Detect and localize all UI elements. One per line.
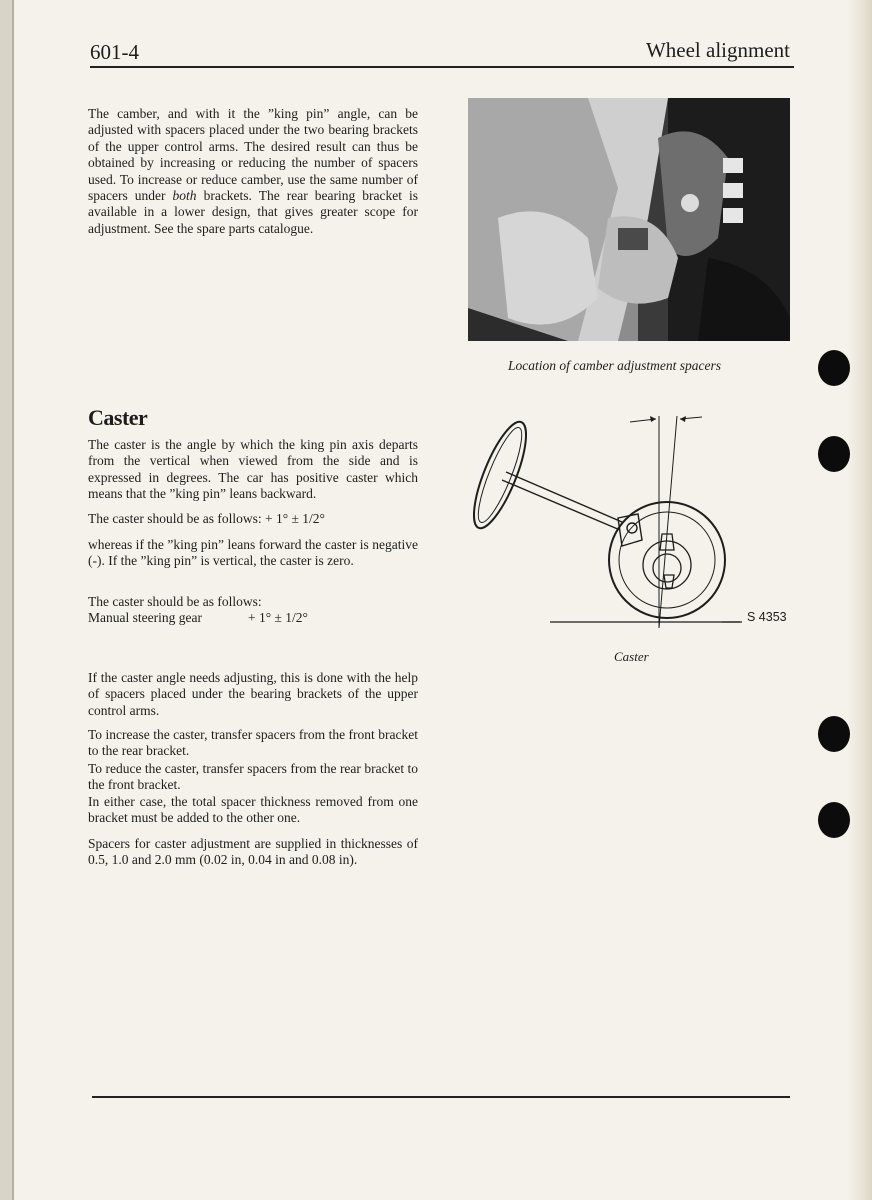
caster-heading: Caster <box>88 405 148 430</box>
caster-adjust-text: If the caster angle needs adjusting, this is done with the help of spacers placed under the bearing brackets of the upper control arms. <box>88 670 418 718</box>
caster-increase-text: To increase the caster, transfer spacers from the front bracket to the rear bracket. <box>88 727 418 759</box>
binding-edge-line <box>12 0 14 1200</box>
photo-caption: Location of camber adjustment spacers <box>508 358 721 373</box>
caster-spacer-sizes: Spacers for caster adjustment are supplied in thicknesses of 0.5, 1.0 and 2.0 mm (0.02 in, 0.04 in and 0.08 in). <box>88 836 418 868</box>
section-title: Wheel alignment <box>645 38 790 62</box>
caster-reduce-text: To reduce the caster, transfer spacers from the rear bracket to the front bracket. <box>88 761 418 793</box>
steering-wheel-shape <box>470 416 536 534</box>
caster-total-text: In either case, the total spacer thickness removed from one bracket must be added to the other one. <box>88 794 418 826</box>
diagram-code: S 4353 <box>747 610 787 624</box>
binder-hole <box>818 436 850 472</box>
caster-definition: The caster is the angle by which the king pin axis departs from the vertical when viewed from the side and is expressed in degrees. The car has positive caster which means that the ”king pin” leans backward. <box>88 437 418 502</box>
binding-edge <box>0 0 12 1200</box>
diagram-caption: Caster <box>614 649 649 664</box>
camber-text-a: The camber, and with it the ”king pin” angle, can be adjusted with spacers placed under the two bearing brackets of the upper control arms. The desired result can thus be obtained by increasing or reducing the number of spacers used. To increase or reduce camber, use the same number of spacers under <box>88 106 418 204</box>
camber-paragraph <box>88 106 418 237</box>
header-rule <box>90 66 794 68</box>
footer-rule <box>92 1096 790 1098</box>
caster-negative-text: whereas if the ”king pin” leans forward the caster is negative (-). If the ”king pin” is vertical, the caster is zero. <box>88 537 418 569</box>
steering-gear-value: + 1° ± 1/2° <box>248 610 308 625</box>
steering-gear-label: Manual steering gear <box>88 610 202 625</box>
caster-spec-intro: The caster should be as follows: <box>88 594 262 609</box>
binder-hole <box>818 716 850 752</box>
binder-hole <box>818 350 850 386</box>
page-edge-shadow <box>848 0 872 1200</box>
camber-text-b: brackets. The rear bearing bracket is available in a lower design, that gives greater scope for adjustment. See the spare parts catalogue. <box>88 188 418 236</box>
camber-text-emphasis: both <box>172 188 197 204</box>
bleed-through-area <box>300 300 420 380</box>
page-number: 601-4 <box>90 40 139 64</box>
camber-spacer-photo <box>468 98 790 341</box>
caster-spec-line: The caster should be as follows: + 1° ± 1/2° <box>88 511 325 526</box>
wheel-shape <box>609 502 725 618</box>
caster-diagram <box>470 410 810 640</box>
caster-spec-row <box>88 610 418 626</box>
binder-hole <box>818 802 850 838</box>
